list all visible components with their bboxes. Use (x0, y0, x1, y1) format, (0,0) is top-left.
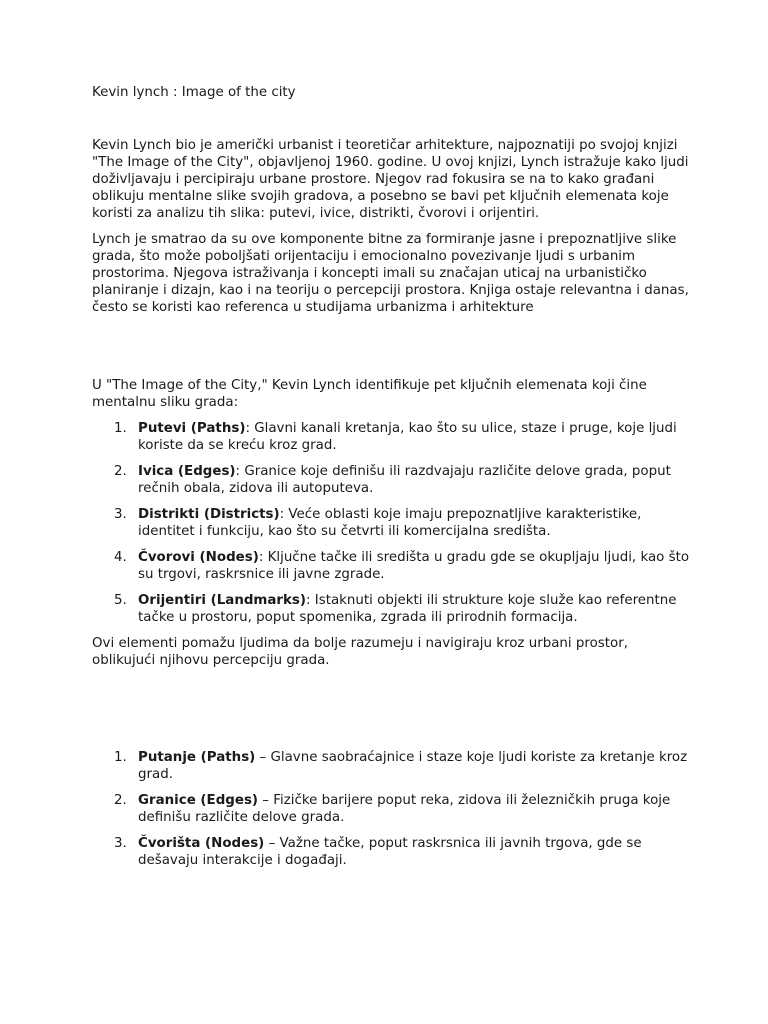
document-page (92, 84, 692, 878)
list-item (92, 792, 692, 826)
list-description: : Glavni kanali kretanja, kao što su ulice, staze i pruge, koje ljudi koriste da se kreću kroz grad. (138, 421, 677, 453)
list-term: Granice (Edges) (138, 793, 259, 808)
list-item (92, 835, 692, 869)
paragraph-elements-intro: U "The Image of the City," Kevin Lynch identifikuje pet ključnih elemenata koji čine mentalnu sliku grada: (92, 378, 647, 410)
list-number: 5. (114, 593, 127, 608)
list-number: 3. (114, 836, 127, 851)
list-item (92, 592, 692, 626)
list-term: Čvorišta (Nodes) (138, 836, 265, 851)
list-number: 1. (114, 750, 127, 765)
list-description: : Granice koje definišu ili razdvajaju različite delove grada, poput rečnih obala, zidova ili autoputeva. (138, 464, 671, 496)
paragraph-conclusion: Ovi elementi pomažu ljudima da bolje razumeju i navigiraju kroz urbani prostor, oblikujući njihovu percepciju grada. (92, 636, 628, 668)
paragraph-intro: Kevin Lynch bio je američki urbanist i teoretičar arhitekture, najpoznatiji po svojoj knjizi "The Image of the City", objavljenoj 1960. godine. U ovoj knjizi, Lynch istražuje kako ljudi doživljavaju i percipiraju urbane prostore. Njegov rad fokusira se na to kako građani oblikuju mentalne slike svojih gradova, a posebno se bavi pet ključnih elemenata koje koristi za analizu tih slika: putevi, ivice, distrikti, čvorovi i orijentiri. (92, 138, 689, 221)
list-number: 4. (114, 550, 127, 565)
list-description: : Ključne tačke ili središta u gradu gde se okupljaju ljudi, kao što su trgovi, raskrsnice ili javne zgrade. (138, 550, 690, 582)
elements-list (92, 420, 692, 626)
list-number: 2. (114, 793, 127, 808)
list-number: 2. (114, 464, 127, 479)
list-description: – Važne tačke, poput raskrsnica ili javnih trgova, gde se dešavaju interakcije i događaji. (138, 836, 642, 868)
list-item (92, 549, 692, 583)
list-item (92, 506, 692, 540)
list-term: Čvorovi (Nodes) (138, 550, 259, 565)
list-term: Putanje (Paths) (138, 750, 256, 765)
list-term: Putevi (Paths) (138, 421, 246, 436)
list-term: Distrikti (Districts) (138, 507, 280, 522)
list-description: : Veće oblasti koje imaju prepoznatljive karakteristike, identitet i funkciju, kao što su četvrti ili komercijalna središta. (138, 507, 642, 539)
list-description: – Glavne saobraćajnice i staze koje ljudi koriste za kretanje kroz grad. (138, 750, 688, 782)
list-item (92, 463, 692, 497)
list-item (92, 420, 692, 454)
list-term: Ivica (Edges) (138, 464, 236, 479)
elements-list-alt (92, 749, 692, 869)
list-number: 1. (114, 421, 127, 436)
list-description: – Fizičke barijere poput reka, zidova ili železničkih pruga koje definišu različite delove grada. (138, 793, 671, 825)
paragraph-significance: Lynch je smatrao da su ove komponente bitne za formiranje jasne i prepoznatljive slike grada, što može poboljšati orijentaciju i emocionalno povezivanje ljudi s urbanim prostorima. Njegova istraživanja i koncepti imali su značajan uticaj na urbanističko planiranje i dizajn, kao i na teoriju o percepciji prostora. Knjiga ostaje relevantna i danas, često se koristi kao referenca u studijama urbanizma i arhitekture (92, 232, 689, 315)
list-description: : Istaknuti objekti ili strukture koje služe kao referentne tačke u prostoru, poput spomenika, zgrada ili prirodnih formacija. (138, 593, 677, 625)
list-term: Orijentiri (Landmarks) (138, 593, 307, 608)
list-number: 3. (114, 507, 127, 522)
list-item (92, 749, 692, 783)
document-title: Kevin lynch : Image of the city (92, 85, 296, 100)
